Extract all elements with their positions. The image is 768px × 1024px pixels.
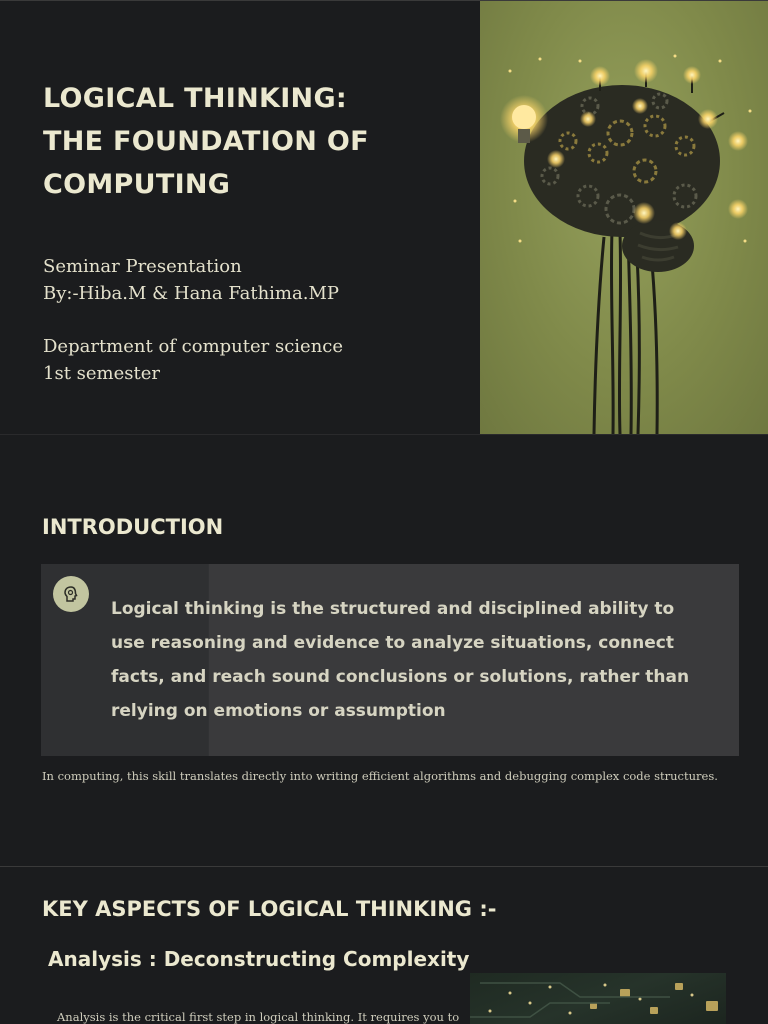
brain-gears-lightbulbs-illustration: [480, 1, 768, 434]
introduction-slide: [0, 434, 768, 867]
definition-text: [111, 592, 711, 728]
introduction-heading: INTRODUCTION: [42, 515, 224, 539]
definition-line-2: use reasoning and evidence to analyze situations, connect: [111, 633, 674, 653]
definition-callout: [41, 564, 739, 756]
definition-line-1: Logical thinking is the structured and disciplined ability to: [111, 599, 675, 619]
definition-line-3: facts, and reach sound conclusions or solutions, rather than: [111, 667, 690, 687]
slide-title: [43, 77, 463, 206]
department-line-1: Department of computer science: [43, 336, 344, 357]
brain-head-icon: [53, 576, 89, 612]
title-slide: [0, 0, 768, 434]
subtitle-line-1: Seminar Presentation: [43, 256, 242, 277]
definition-line-4: relying on emotions or assumption: [111, 701, 446, 721]
department-info: [43, 333, 463, 387]
circuit-board-photo: [470, 973, 726, 1024]
brain-illustration-svg: [480, 1, 768, 434]
subtitle-line-2: By:-Hiba.M & Hana Fathima.MP: [43, 283, 339, 304]
brain-head-icon-glyph: [62, 585, 80, 603]
title-line-3: COMPUTING: [43, 169, 231, 200]
analysis-body-text: Analysis is the critical first step in logical thinking. It requires you to: [57, 1010, 460, 1024]
presenter-info: [43, 253, 463, 307]
computing-note: In computing, this skill translates directly into writing efficient algorithms and debugging complex code structures.: [42, 769, 718, 783]
department-line-2: 1st semester: [43, 363, 160, 384]
key-aspects-heading: KEY ASPECTS OF LOGICAL THINKING :-: [42, 897, 497, 921]
title-line-1: LOGICAL THINKING:: [43, 83, 347, 114]
analysis-subheading: Analysis : Deconstructing Complexity: [48, 947, 470, 971]
circuit-board-svg: [470, 973, 726, 1024]
key-aspects-slide: [0, 866, 768, 1024]
title-line-2: THE FOUNDATION OF: [43, 126, 369, 157]
